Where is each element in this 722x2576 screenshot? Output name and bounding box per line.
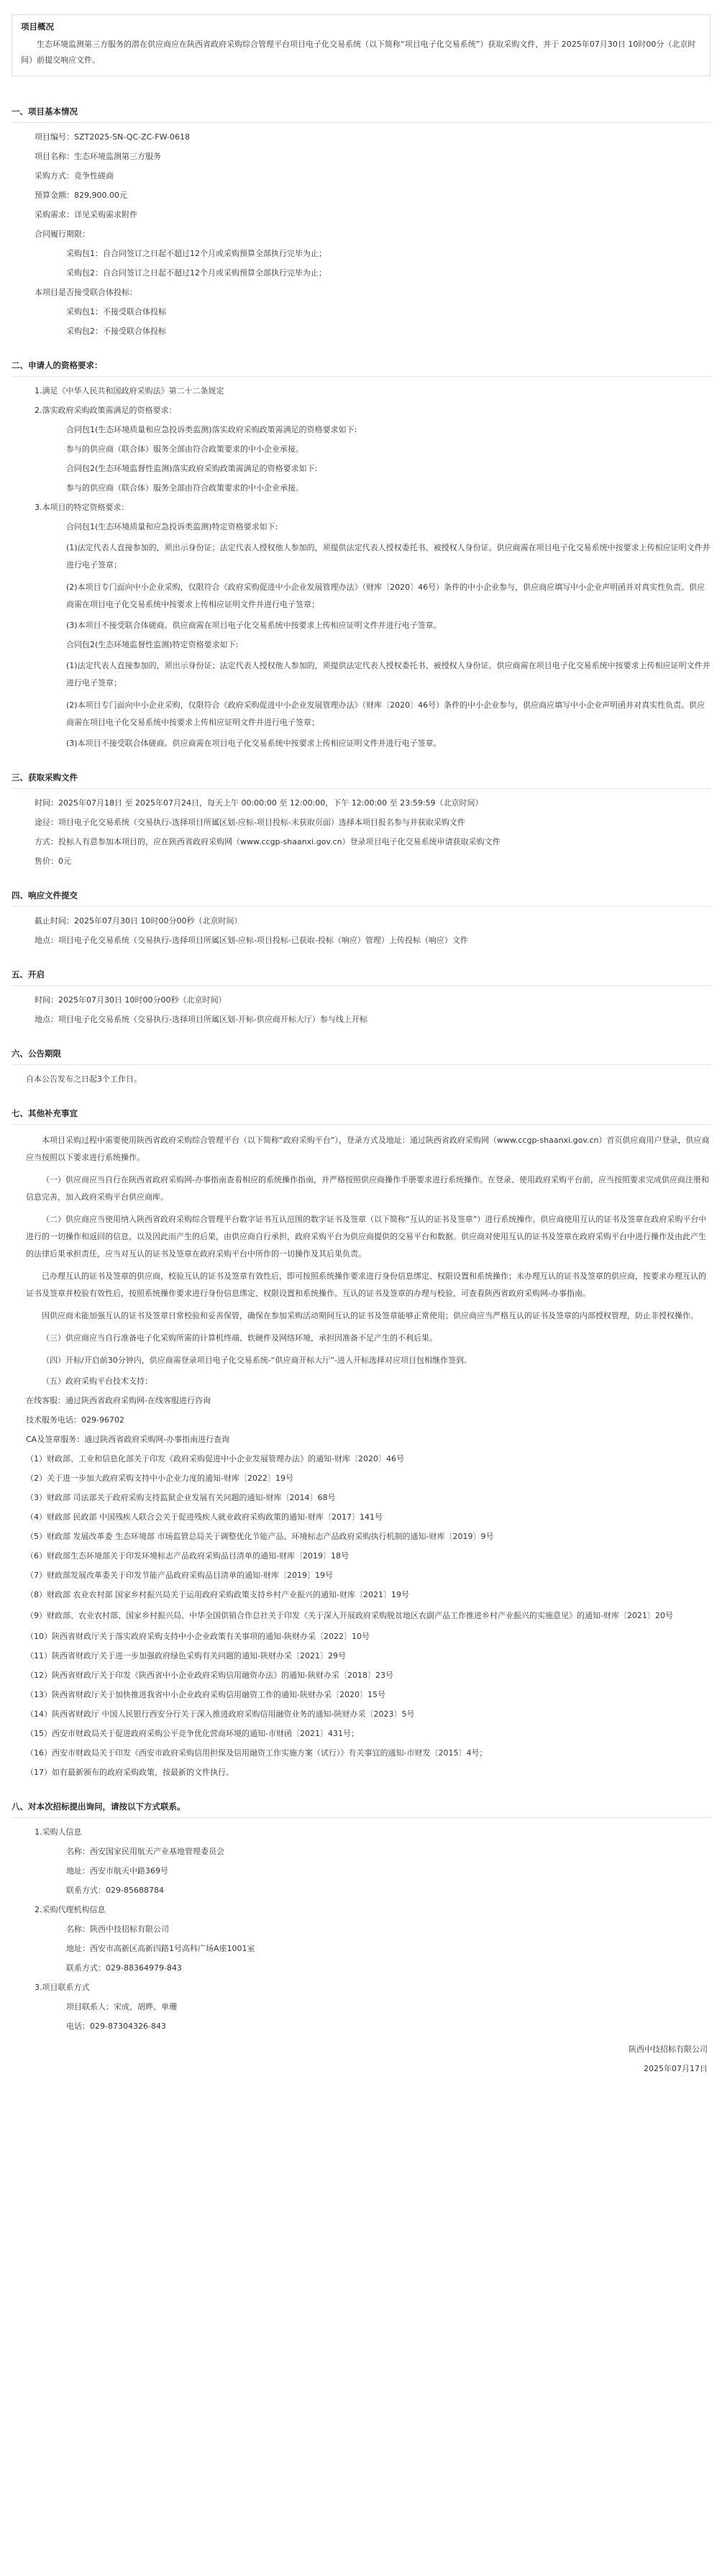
qualification-item: (2)本项目专门面向中小企业采购，仅限符合《政府采购促进中小企业发展管理办法》（财库〔2020〕46号）条件的中小企业参与，供应商应填写中小企业声明函并对真实性负责。供应商需在项目电子化交易系统中按要求上传相应证明文件并进行电子签章； bbox=[66, 583, 705, 609]
section-title-contact: 八、对本次招标提出询问，请按以下方式联系。 bbox=[12, 1799, 710, 1818]
contract-period-package-2: 采购包2：自合同签订之日起不超过12个月或采购预算全部执行完毕为止； bbox=[66, 268, 326, 278]
platform-support-item: CA及签章服务：通过陕西省政府采购网-办事指南进行查询 bbox=[26, 1435, 230, 1444]
purchaser-name: 名称：西安国家民用航天产业基地管理委员会 bbox=[66, 1847, 224, 1856]
consortium-package-2: 采购包2：不接受联合体投标 bbox=[66, 326, 166, 336]
policy-item: （13）陕西省财政厅关于加快推进我省中小企业政府采购信用融资工作的通知-陕财办采〔2020〕15号 bbox=[26, 1690, 385, 1699]
procurement-method: 采购方式：竞争性磋商 bbox=[35, 171, 114, 181]
section-title-basic-info: 一、项目基本情况 bbox=[12, 104, 710, 123]
qualification-item: 1.满足《中华人民共和国政府采购法》第二十二条规定 bbox=[35, 386, 224, 396]
opening-location: 地点：项目电子化交易系统（交易执行-选择项目所属区划-开标-供应商开标大厅）参与线上开标 bbox=[35, 1015, 367, 1024]
policy-item: （8）财政部 农业农村部 国家乡村振兴局关于运用政府采购政策支持乡村产业振兴的通知-财库〔2021〕19号 bbox=[26, 1590, 409, 1599]
platform-support-item: 技术服务电话：029-96702 bbox=[26, 1415, 124, 1425]
qualification-item: (3)本项目不接受联合体磋商。供应商需在项目电子化交易系统中按要求上传相应证明文件并进行电子签章。 bbox=[66, 621, 442, 630]
agency-name: 名称：陕西中技招标有限公司 bbox=[66, 1924, 169, 1934]
other-paragraph: （四）开标/开启前30分钟内，供应商需登录项目电子化交易系统-“供应商开标大厅”-进入开标选择对应项目包相继作签到。 bbox=[42, 1356, 472, 1365]
announcement-period: 自本公告发布之日起3个工作日。 bbox=[26, 1074, 142, 1084]
footer-org: 陕西中技招标有限公司 bbox=[629, 2045, 708, 2054]
qualification-item: 参与的供应商（联合体）服务全部由符合政策要求的中小企业承接。 bbox=[66, 444, 303, 454]
section-title-other-matters: 七、其他补充事宜 bbox=[12, 1105, 710, 1125]
purchaser-address: 地址：西安市航天中路369号 bbox=[66, 1866, 168, 1876]
contact-heading-purchaser: 1.采购人信息 bbox=[35, 1827, 82, 1837]
obtain-price: 售价：0元 bbox=[35, 857, 71, 866]
project-name: 项目名称：生态环境监测第三方服务 bbox=[35, 152, 161, 161]
qualification-item: (2)本项目专门面向中小企业采购，仅限符合《政府采购促进中小企业发展管理办法》（财库〔2020〕46号）条件的中小企业参与，供应商应填写中小企业声明函并对真实性负责。供应商需在项目电子化交易系统中按要求上传相应证明文件并进行电子签章； bbox=[66, 700, 705, 727]
contact-heading-agency: 2.采购代理机构信息 bbox=[35, 1905, 106, 1914]
qualification-item: 合同包1(生态环境质量和应急投诉类监测)特定资格要求如下: bbox=[66, 522, 278, 531]
footer-date: 2025年07月17日 bbox=[644, 2064, 708, 2073]
procurement-requirements: 采购需求：详见采购需求附件 bbox=[35, 210, 137, 219]
project-overview-box bbox=[12, 14, 710, 76]
budget-amount: 预算金额：829,900.00元 bbox=[35, 191, 127, 200]
section-title-submission: 四、响应文件提交 bbox=[12, 887, 710, 907]
other-paragraph: （二）供应商应当使用纳入陕西省政府采购综合管理平台数字证书互认范围的数字证书及签章（以下简称“互认的证书及签章”）进行系统操作。供应商使用互认的证书及签章在政府采购平台中进行的一切操作和返回的信息，以及因此而产生的后果，由供应商自行承担，政府采购平台为供应商提供的交易平台和数据。供应商对使用互认的证书及签章在政府采购平台中进行操作及由此产生的法律后果承担责任，应当对互认的证书及签章在政府采购平台中所作的一切操作及其后果负责。 bbox=[26, 1215, 707, 1259]
qualification-item: 2.落实政府采购政策需满足的资格要求： bbox=[35, 406, 177, 415]
overview-title: 项目概况 bbox=[21, 22, 54, 32]
project-number: 项目编号：SZT2025-SN-QC-ZC-FW-0618 bbox=[35, 132, 190, 142]
policy-item: （11）陕西省财政厅关于进一步加强政府绿色采购有关问题的通知-陕财办采〔2021〕29号 bbox=[26, 1651, 346, 1661]
other-paragraph: （三）供应商应当自行准备电子化采购所需的计算机终端、软硬件及网络环境，承担因准备不足产生的不利后果。 bbox=[42, 1333, 437, 1343]
policy-item: （5）财政部 发展改革委 生态环境部 市场监管总局关于调整优化节能产品、环境标志产品政府采购执行机制的通知-财库〔2019〕9号 bbox=[26, 1532, 494, 1541]
contract-period-label: 合同履行期限： bbox=[35, 229, 90, 239]
announcement-page bbox=[0, 14, 722, 2576]
section-title-opening: 五、开启 bbox=[12, 967, 710, 986]
agency-phone: 联系方式：029-88364979-843 bbox=[66, 1963, 182, 1973]
platform-support-item: 在线客服：通过陕西省政府采购网-在线客服进行咨询 bbox=[26, 1396, 211, 1405]
other-paragraph: 本项目采购过程中需要使用陕西省政府采购综合管理平台（以下简称“政府采购平台”），登录方式及地址：通过陕西省政府采购网（www.ccgp-shaanxi.gov.cn）首页供应商用户登录，供应商应当按照以下要求进行系统操作。 bbox=[26, 1136, 710, 1162]
agency-address: 地址：西安市高新区高新四路1号高科广场A座1001室 bbox=[66, 1944, 255, 1953]
section-title-qualifications: 二、申请人的资格要求： bbox=[12, 357, 710, 377]
opening-time: 时间：2025年07月30日 10时00分00秒（北京时间） bbox=[35, 995, 227, 1005]
policy-item: （2）关于进一步加大政府采购支持中小企业力度的通知-财库〔2022〕19号 bbox=[26, 1474, 293, 1483]
submission-deadline: 截止时间：2025年07月30日 10时00分00秒（北京时间） bbox=[35, 916, 242, 926]
qualification-item: 参与的供应商（联合体）服务全部由符合政策要求的中小企业承接。 bbox=[66, 483, 303, 493]
project-phone: 电话：029-87304326-843 bbox=[66, 2022, 166, 2031]
qualification-item: 合同包1(生态环境质量和应急投诉类监测)落实政府采购政策需满足的资格要求如下: bbox=[66, 425, 357, 434]
overview-text: 生态环境监测第三方服务的潜在供应商应在陕西省政府采购综合管理平台项目电子化交易系统（以下简称“项目电子化交易系统”）获取采购文件，并于 2025年07月30日 10时00分（北京时间）前提交响应文件。 bbox=[21, 40, 696, 65]
section-title-obtain-documents: 三、获取采购文件 bbox=[12, 769, 710, 789]
policy-item: （3）财政部 司法部关于政府采购支持监狱企业发展有关问题的通知-财库〔2014〕68号 bbox=[26, 1493, 336, 1502]
policy-item: （16）西安市财政局关于印发《西安市政府采购信用担保及信用融资工作实施方案（试行）》有关事宜的通知-市财发〔2015〕4号； bbox=[26, 1748, 488, 1758]
project-contacts: 项目联系人：宋成、胡晔、单珊 bbox=[66, 2002, 177, 2011]
qualification-item: (1)法定代表人直接参加的，须出示身份证；法定代表人授权他人参加的，须提供法定代表人授权委托书、被授权人身份证。供应商需在项目电子化交易系统中按要求上传相应证明文件并进行电子签章； bbox=[66, 543, 710, 570]
other-paragraph: 因供应商未能加强互认的证书及签章日常校验和妥善保管，确保在参加采购活动期间互认的证书及签章能够正常使用；供应商应当严格互认的证书及签章的内部授权管理，防止非授权操作。 bbox=[42, 1311, 698, 1320]
section-title-announcement-period: 六、公告期限 bbox=[12, 1046, 710, 1065]
contract-period-package-1: 采购包1：自合同签订之日起不超过12个月或采购预算全部执行完毕为止； bbox=[66, 249, 326, 258]
consortium-package-1: 采购包1：不接受联合体投标 bbox=[66, 307, 166, 316]
other-paragraph: （一）供应商应当自行在陕西省政府采购网-办事指南查看相应的系统操作指南，并严格按照供应商操作手册要求进行系统操作。在登录、使用政府采购平台前，应当按照要求完成供应商注册和信息完善，加入政府采购平台供应商库。 bbox=[26, 1175, 709, 1202]
other-paragraph: 已办理互认的证书及签章的供应商，校验互认的证书及签章有效性后，即可按照系统操作要求进行身份信息绑定、权限设置和系统操作；未办理互认的证书及签章的供应商，按要求办理互认的证书及签章并校验有效性后，按照系统操作要求进行身份信息绑定、权限设置和系统操作。互认的证书及签章的办理与校验，可查看陕西省政府采购网-办事指南。 bbox=[26, 1271, 706, 1298]
contact-heading-project: 3.项目联系方式 bbox=[35, 1983, 90, 1992]
qualification-item: 3.本项目的特定资格要求： bbox=[35, 503, 129, 512]
policy-item: （15）西安市财政局关于促进政府采购公平竞争优化营商环境的通知-市财函〔2021〕431号； bbox=[26, 1729, 359, 1738]
consortium-label: 本项目是否接受联合体投标： bbox=[35, 288, 137, 297]
policy-item: （7）财政部发展改革委关于印发节能产品政府采购品目清单的通知-财库〔2019〕19号 bbox=[26, 1571, 333, 1580]
purchaser-phone: 联系方式：029-85688784 bbox=[66, 1886, 164, 1895]
policy-item: （4）财政部 民政部 中国残疾人联合会关于促进残疾人就业政府采购政策的通知-财库〔2017〕141号 bbox=[26, 1512, 383, 1522]
policy-item: （14）陕西省财政厅 中国人民银行西安分行关于深入推进政府采购信用融资业务的通知-陕财办采〔2023〕5号 bbox=[26, 1709, 415, 1719]
policy-item: （6）财政部生态环境部关于印发环境标志产品政府采购品目清单的通知-财库〔2019〕18号 bbox=[26, 1551, 349, 1561]
qualification-item: 合同包2(生态环境监督性监测)落实政府采购政策需满足的资格要求如下: bbox=[66, 464, 318, 473]
policy-item: （12）陕西省财政厅关于印发《陕西省中小企业政府采购信用融资办法》的通知-陕财办采〔2018〕23号 bbox=[26, 1671, 393, 1680]
obtain-method: 方式：投标人有意参加本项目的，应在陕西省政府采购网（www.ccgp-shaanxi.gov.cn）登录项目电子化交易系统申请获取采购文件 bbox=[35, 837, 501, 846]
policy-item: （1）财政部、工业和信息化部关于印发《政府采购促进中小企业发展管理办法》的通知-财库〔2020〕46号 bbox=[26, 1454, 404, 1463]
policy-item: （17）如有最新颁布的政府采购政策，按最新的文件执行。 bbox=[26, 1768, 234, 1777]
qualification-item: (1)法定代表人直接参加的，须出示身份证；法定代表人授权他人参加的，须提供法定代表人授权委托书、被授权人身份证。供应商需在项目电子化交易系统中按要求上传相应证明文件并进行电子签章； bbox=[66, 661, 710, 688]
obtain-channel: 途径：项目电子化交易系统（交易执行-选择项目所属区划-应标-项目投标-未获取页面）选择本项目报名参与并获取采购文件 bbox=[35, 818, 465, 827]
policy-item: （10）陕西省财政厅关于落实政府采购支持中小企业政策有关事项的通知-陕财办采〔2022〕10号 bbox=[26, 1632, 370, 1641]
platform-support-title: （五）政府采购平台技术支持： bbox=[42, 1376, 152, 1386]
policy-item: （9）财政部、农业农村部、国家乡村振兴局、中华全国供销合作总社关于印发《关于深入开展政府采购脱贫地区农副产品工作推进乡村产业振兴的实施意见》的通知-财库〔2021〕20号 bbox=[26, 1611, 673, 1620]
submission-location: 地点：项目电子化交易系统（交易执行-选择项目所属区划-应标-项目投标-已获取-投标（响应）管理）上传投标（响应）文件 bbox=[35, 936, 468, 945]
qualification-item: (3)本项目不接受联合体磋商。供应商需在项目电子化交易系统中按要求上传相应证明文件并进行电子签章。 bbox=[66, 739, 442, 748]
obtain-time: 时间：2025年07月18日 至 2025年07月24日，每天上午 00:00:00 至 12:00:00，下午 12:00:00 至 23:59:59（北京时间） bbox=[35, 798, 483, 808]
qualification-item: 合同包2(生态环境监督性监测)特定资格要求如下: bbox=[66, 640, 239, 649]
